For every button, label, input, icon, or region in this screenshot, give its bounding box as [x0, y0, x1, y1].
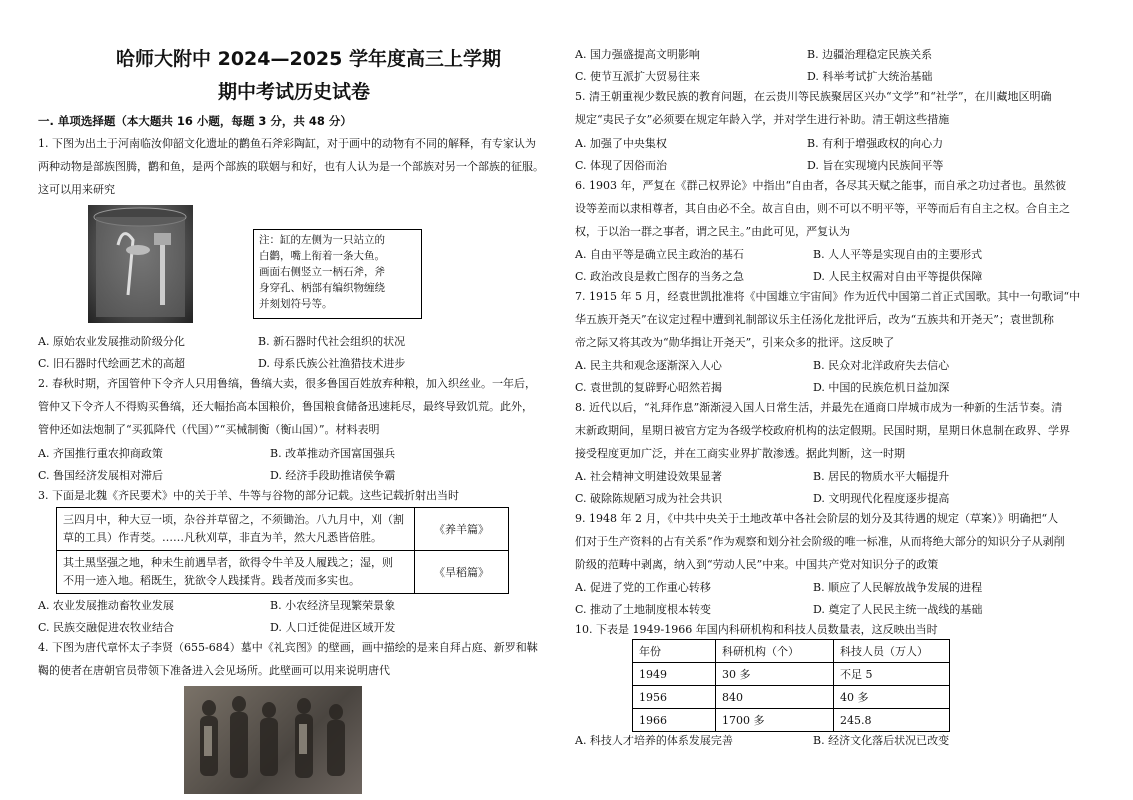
- table-cell: 245.8: [834, 709, 950, 732]
- note-line: 并刻划符号等。: [259, 298, 333, 310]
- q3-option-c[interactable]: C. 民族交融促进农牧业结合: [38, 621, 175, 634]
- q2-stem-line: 管仲还如法炮制了“买狐降代（代国）”“买械制衡（衡山国）”。材料表明: [38, 423, 380, 436]
- note-line: 画面右侧竖立一柄石斧，斧: [259, 266, 385, 278]
- table-cell: 1700 多: [716, 709, 834, 732]
- table-cell: 40 多: [834, 686, 950, 709]
- q2-option-c[interactable]: C. 鲁国经济发展相对滞后: [38, 469, 164, 482]
- q10-table: [632, 639, 950, 732]
- table-row: [633, 663, 950, 686]
- q5-option-b[interactable]: B. 有利于增强政权的向心力: [807, 137, 944, 150]
- section-heading: 一. 单项选择题（本大题共 16 小题，每题 3 分，共 48 分）: [38, 114, 352, 128]
- table-row: [633, 686, 950, 709]
- q9-option-c[interactable]: C. 推动了土地制度根本转变: [575, 603, 712, 616]
- q9-option-a[interactable]: A. 促进了党的工作重心转移: [575, 581, 711, 594]
- table-cell: 30 多: [716, 663, 834, 686]
- q5-stem-line: 5. 清王朝重视少数民族的教育问题，在云贵川等民族聚居区兴办“文学”和“社学”，在川藏地区明确: [575, 90, 1052, 103]
- q1-option-d[interactable]: D. 母系氏族公社渔猎技术进步: [258, 357, 406, 370]
- q10-option-b[interactable]: B. 经济文化落后状况已改变: [813, 734, 950, 747]
- q8-stem-line: 接受程度更加广泛，并在工商实业界扩散渗透。据此判断，这一时期: [575, 447, 905, 460]
- q8-option-b[interactable]: B. 居民的物质水平大幅提升: [813, 470, 950, 483]
- q3-cell-text: [57, 508, 415, 551]
- cell-line: 不用一迹入地。稻既生，犹欲令人践揉背。践者茂而多实也。: [63, 574, 360, 587]
- table-row: [633, 709, 950, 732]
- note-line: 白鹳，嘴上衔着一条大鱼。: [259, 250, 385, 262]
- q9-stem-line: 阶级的范畴中剥离，纳入到“劳动人民”中来。中国共产党对知识分子的政策: [575, 558, 939, 571]
- q6-option-d[interactable]: D. 人民主权需对自由平等提供保障: [813, 270, 983, 283]
- note-line: 注：缸的左侧为一只站立的: [259, 234, 385, 246]
- q1-option-c[interactable]: C. 旧石器时代绘画艺术的高超: [38, 357, 186, 370]
- q3-cell-source: 《养羊篇》: [415, 508, 509, 551]
- table-cell: 840: [716, 686, 834, 709]
- q7-option-c[interactable]: C. 袁世凯的复辟野心昭然若揭: [575, 381, 723, 394]
- pottery-jar-image: [88, 205, 193, 323]
- q4-stem-line: 4. 下图为唐代章怀太子李贤（655-684）墓中《礼宾图》的壁画，画中描绘的是来自拜占庭、新罗和靺: [38, 641, 538, 654]
- table-header-cell: 年份: [633, 640, 716, 663]
- q3-option-a[interactable]: A. 农业发展推动畜牧业发展: [38, 599, 174, 612]
- q8-option-a[interactable]: A. 社会精神文明建设效果显著: [575, 470, 722, 483]
- q8-option-d[interactable]: D. 文明现代化程度逐步提高: [813, 492, 950, 505]
- q8-option-c[interactable]: C. 破除陈规陋习成为社会共识: [575, 492, 723, 505]
- q3-option-d[interactable]: D. 人口迁徙促进区域开发: [270, 621, 396, 634]
- table-cell: 1966: [633, 709, 716, 732]
- q4-option-d[interactable]: D. 科举考试扩大统治基础: [807, 70, 933, 83]
- q7-option-b[interactable]: B. 民众对北洋政府失去信心: [813, 359, 950, 372]
- cell-line: 其土黑坚强之地，种未生前遇旱者，欲得令牛羊及人履践之；湿，则: [63, 556, 393, 569]
- table-row: [57, 551, 509, 594]
- q1-stem-line: 1. 下图为出土于河南临汝仰韶文化遗址的鹳鱼石斧彩陶缸，对于画中的动物有不同的解释，有专家认为: [38, 137, 536, 150]
- q9-option-d[interactable]: D. 奠定了人民民主统一战线的基础: [813, 603, 983, 616]
- q6-option-b[interactable]: B. 人人平等是实现自由的主要形式: [813, 248, 983, 261]
- q1-option-b[interactable]: B. 新石器时代社会组织的状况: [258, 335, 406, 348]
- q3-cell-source: 《旱稻篇》: [415, 551, 509, 594]
- q2-stem-line: 2. 春秋时期，齐国管仲下令齐人只用鲁缟，鲁缟大卖，很多鲁国百姓放弃种粮，加入织丝业。一年后，: [38, 377, 536, 390]
- q5-stem-line: 规定“夷民子女”必须要在规定年龄入学，并对学生进行补助。清王朝这些措施: [575, 113, 950, 126]
- q2-option-b[interactable]: B. 改革推动齐国富国强兵: [270, 447, 396, 460]
- cell-line: 草的工具）作青茭。……凡秋刈草，非直为羊，然大凡悉皆倍胜。: [63, 531, 382, 544]
- q8-stem-line: 末新政期间，星期日被官方定为各级学校政府机构的法定假期。民国时期，星期日休息制在政界、学界: [575, 424, 1070, 437]
- q1-option-a[interactable]: A. 原始农业发展推动阶级分化: [38, 335, 185, 348]
- q5-option-a[interactable]: A. 加强了中央集权: [575, 137, 667, 150]
- q6-stem-line: 设等差而以隶相尊者，其自由必不全。故言自由，则不可以不明平等，平等而后有自主之权。合自主之: [575, 202, 1070, 215]
- cell-line: 三四月中，种大豆一顷，杂谷并草留之，不须锄治。八九月中，刈（割: [63, 513, 404, 526]
- q10-stem: 10. 下表是 1949-1966 年国内科研机构和科技人员数量表，这反映出当时: [575, 623, 938, 636]
- q3-cell-text: [57, 551, 415, 594]
- q2-stem-line: 管仲又下令齐人不得购买鲁缟，还大幅抬高本国粮价，鲁国粮食储备迅速耗尽，最终导致饥荒。此外，: [38, 400, 533, 413]
- table-cell: 1949: [633, 663, 716, 686]
- exam-title-line2: 期中考试历史试卷: [218, 81, 371, 103]
- q4-option-a[interactable]: A. 国力强盛提高文明影响: [575, 48, 700, 61]
- q1-stem-line: 两种动物是部族图腾，鹳和鱼，是两个部族的联姻与和好，也有人认为是一个部族对另一个部族的征服。: [38, 160, 544, 173]
- table-row: [57, 508, 509, 551]
- exam-title-line1: 哈师大附中 2024—2025 学年度高三上学期: [116, 48, 501, 70]
- q8-stem-line: 8. 近代以后，“礼拜作息”渐渐浸入国人日常生活，并最先在通商口岸城市成为一种新的生活节奏。清: [575, 401, 1063, 414]
- q3-stem: 3. 下面是北魏《齐民要术》中的关于羊、牛等与谷物的部分记载。这些记载折射出当时: [38, 489, 459, 502]
- q5-option-d[interactable]: D. 旨在实现境内民族间平等: [807, 159, 944, 172]
- q5-option-c[interactable]: C. 体现了因俗而治: [575, 159, 668, 172]
- q7-option-a[interactable]: A. 民主共和观念逐渐深入人心: [575, 359, 722, 372]
- q4-option-c[interactable]: C. 使节互派扩大贸易往来: [575, 70, 701, 83]
- q2-option-d[interactable]: D. 经济手段助推诸侯争霸: [270, 469, 396, 482]
- q3-option-b[interactable]: B. 小农经济呈现繁荣景象: [270, 599, 396, 612]
- table-header-row: [633, 640, 950, 663]
- q7-option-d[interactable]: D. 中国的民族危机日益加深: [813, 381, 950, 394]
- q4-option-b[interactable]: B. 边疆治理稳定民族关系: [807, 48, 933, 61]
- q3-table: [56, 507, 509, 594]
- note-line: 身穿孔、柄部有编织物缠绕: [259, 282, 385, 294]
- table-header-cell: 科技人员（万人）: [834, 640, 950, 663]
- q9-option-b[interactable]: B. 顺应了人民解放战争发展的进程: [813, 581, 983, 594]
- table-cell: 1956: [633, 686, 716, 709]
- q4-stem-line: 鞨的使者在唐朝官员带领下准备进入会见场所。此壁画可以用来说明唐代: [38, 664, 390, 677]
- q7-stem-line: 7. 1915 年 5 月，经袁世凯批准将《中国雄立宇宙间》作为近代中国第二首正式国歌。其中一句歌词“中: [575, 290, 1081, 303]
- q9-stem-line: 们对于生产资料的占有关系”作为观察和划分社会阶级的唯一标准，从而将绝大部分的知识分子从剥削: [575, 535, 1065, 548]
- q6-option-a[interactable]: A. 自由平等是确立民主政治的基石: [575, 248, 744, 261]
- q7-stem-line: 帝之际又将其改为“勋华揖让开尧天”，引来众多的批评。这反映了: [575, 336, 895, 349]
- q10-option-a[interactable]: A. 科技人才培养的体系发展完善: [575, 734, 733, 747]
- q6-stem-line: 6. 1903 年，严复在《群己权界论》中指出“自由者，各尽其天赋之能事，而自承之功过者也。虽然彼: [575, 179, 1067, 192]
- table-cell: 不足 5: [834, 663, 950, 686]
- q7-stem-line: 华五族开尧天”在议定过程中遭到礼制部议乐主任汤化龙批评后，改为“五族共和开尧天”；袁世凯称: [575, 313, 1054, 326]
- q1-note-box: [253, 229, 422, 319]
- table-header-cell: 科研机构（个）: [716, 640, 834, 663]
- q9-stem-line: 9. 1948 年 2 月，《中共中央关于土地改革中各社会阶层的划分及其待遇的规定（草案）》明确把“人: [575, 512, 1059, 525]
- q2-option-a[interactable]: A. 齐国推行重农抑商政策: [38, 447, 163, 460]
- q1-stem-line: 这可以用来研究: [38, 183, 115, 196]
- q6-stem-line: 权，于以治一群之事者，谓之民主。”由此可见，严复认为: [575, 225, 851, 238]
- q6-option-c[interactable]: C. 政治改良是救亡图存的当务之急: [575, 270, 745, 283]
- mural-image: [184, 686, 362, 794]
